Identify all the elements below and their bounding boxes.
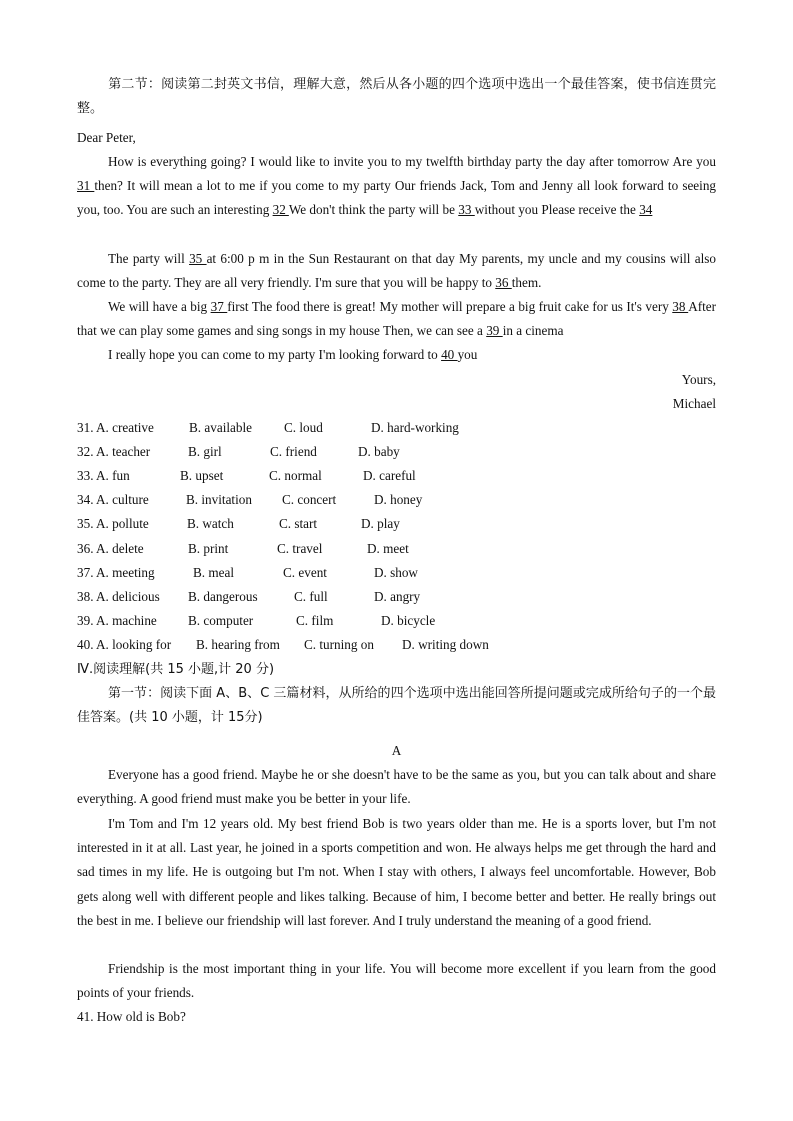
part4-heading: Ⅳ.阅读理解(共 15 小题,计 20 分) (77, 662, 275, 677)
option-d: D. baby (358, 444, 400, 460)
option-d: D. angry (374, 588, 421, 604)
question-row (77, 633, 717, 657)
option-a: A. meeting (96, 564, 155, 580)
passage-a-paragraph-1 (77, 763, 716, 811)
question-number: 37. (77, 564, 94, 580)
option-b: B. upset (180, 468, 224, 484)
text: them. (511, 275, 542, 291)
option-d: D. meet (367, 540, 409, 556)
text: you (457, 347, 478, 362)
letter-paragraph-3 (77, 295, 716, 343)
option-d: D. show (374, 564, 418, 580)
blank-33: 33 (458, 202, 475, 218)
passage-a-paragraph-2 (77, 812, 716, 933)
letter-greeting: Dear Peter, (77, 130, 136, 145)
blank-32: 32 (272, 202, 289, 218)
letter-paragraph-2 (77, 247, 716, 295)
question-number: 38. (77, 588, 94, 604)
question-number: 34. (77, 492, 94, 508)
question-row (77, 512, 717, 536)
text: We don't think the party will be (288, 202, 459, 218)
text: We will have a big (108, 299, 211, 314)
blank-36: 36 (495, 275, 512, 291)
question-number: 36. (77, 540, 94, 556)
question-number: 39. (77, 612, 94, 628)
instruction-text: 第一节：阅读下面 A、B、C 三篇材料，从所给的四个选项中选出能回答所提问题或完成所给句子的一个最佳答案。(共 10 小题，计 15分) (77, 686, 716, 726)
option-a: A. delicious (96, 588, 160, 604)
blank-39: 39 (486, 323, 503, 339)
blank-35: 35 (189, 251, 207, 266)
question-41: 41. How old is Bob? (77, 1009, 186, 1024)
option-b: B. print (188, 540, 229, 556)
question-number: 35. (77, 516, 94, 532)
option-a: A. delete (96, 540, 144, 556)
option-a: A. teacher (96, 444, 151, 460)
letter-signature: Michael (672, 396, 716, 411)
option-a: A. culture (96, 492, 149, 508)
question-row (77, 488, 717, 512)
option-b: B. meal (193, 564, 235, 580)
option-b: B. invitation (186, 492, 252, 508)
option-c: C. travel (277, 540, 323, 556)
option-b: B. computer (188, 612, 254, 628)
text: without you Please receive the (474, 202, 640, 218)
text: then? It will mean a lot to me if you come to my party Our friends Jack, Tom and Jenny all look forward to seeing you, too. You are such an interesting (77, 178, 717, 218)
option-d: D. hard-working (371, 420, 459, 435)
instruction-text: 第二节：阅读第二封英文书信，理解大意，然后从各小题的四个选项中选出一个最佳答案，使书信连贯完整。 (77, 77, 716, 117)
text: I'm Tom and I'm 12 years old. My best friend Bob is two years older than me. He is a sports lover, but I'm not interested in it at all. Last year, he joined in a sports competition and won. He always helps me get through the hard and sad times in my life. He is outgoing but I'm not. When I stay with others, I always feel uncomfortable. However, Bob gets along well with different people and likes talking. Because of him, I become better and better. He really brings out the best in me. I believe our friendship will last forever. And I truly understand the meaning of a good friend. (77, 816, 716, 928)
question-number: 32. (77, 444, 94, 460)
option-c: C. event (283, 564, 327, 580)
text: The party will (108, 251, 190, 266)
text: Everyone has a good friend. Maybe he or she doesn't have to be the same as you, but you can talk about and share everything. A good friend must make you be better in your life. (77, 767, 716, 807)
letter-paragraph-1 (77, 150, 716, 223)
question-row (77, 416, 717, 440)
question-row (77, 609, 717, 633)
option-a: A. creative (96, 420, 154, 435)
text: at 6:00 p m in the Sun Restaurant on that day My parents, my uncle and my cousins will also come to the party. They are all very friendly. I'm sure that you will be happy to (77, 251, 717, 291)
question-row (77, 537, 717, 561)
question-row (77, 464, 717, 488)
option-b: B. girl (188, 444, 222, 460)
passage-a-label: A (391, 743, 402, 758)
text: first The food there is great! My mother will prepare a big fruit cake for us It's very (227, 299, 673, 314)
question-number: 40. (77, 636, 94, 652)
option-c: C. normal (269, 468, 322, 484)
option-b: B. available (189, 420, 252, 435)
option-c: C. full (294, 588, 328, 604)
text: in a cinema (502, 323, 564, 339)
option-b: B. dangerous (188, 588, 258, 604)
text: After that we can play some games and sing songs in my house Then, we can see a (77, 299, 717, 339)
option-d: D. play (361, 516, 400, 532)
option-d: D. honey (374, 492, 423, 508)
option-a: A. machine (96, 612, 157, 628)
text: Friendship is the most important thing in your life. You will become more excellent if you learn from the good points of your friends. (77, 961, 716, 1001)
blank-40: 40 (441, 347, 458, 362)
passage-a-paragraph-3 (77, 957, 716, 1005)
question-row (77, 440, 717, 464)
option-a: A. fun (96, 468, 130, 484)
part4-section1-instruction (77, 682, 716, 730)
option-c: C. turning on (304, 636, 374, 652)
option-c: C. friend (270, 444, 317, 460)
text: I really hope you can come to my party I'm looking forward to (108, 347, 442, 362)
blank-34: 34 (639, 202, 653, 218)
question-row (77, 585, 717, 609)
option-a: A. looking for (96, 636, 172, 652)
option-d: D. bicycle (381, 612, 436, 628)
option-c: C. film (296, 612, 334, 628)
option-b: B. watch (187, 516, 234, 532)
option-d: D. careful (363, 468, 416, 484)
option-c: C. start (279, 516, 318, 532)
letter-closing: Yours, (681, 372, 716, 387)
letter-paragraph-4 (77, 343, 716, 367)
blank-38: 38 (672, 299, 689, 314)
blank-37: 37 (210, 299, 228, 314)
option-d: D. writing down (402, 636, 489, 652)
blank-31: 31 (77, 178, 95, 194)
option-b: B. hearing from (196, 636, 280, 652)
option-c: C. loud (284, 420, 323, 435)
option-c: C. concert (282, 492, 337, 508)
question-number: 31. (77, 420, 94, 435)
text: How is everything going? I would like to invite you to my twelfth birthday party the day after tomorrow Are you (108, 154, 716, 169)
section2-instruction (77, 73, 716, 121)
question-row (77, 561, 717, 585)
question-number: 33. (77, 468, 94, 484)
option-a: A. pollute (96, 516, 149, 532)
